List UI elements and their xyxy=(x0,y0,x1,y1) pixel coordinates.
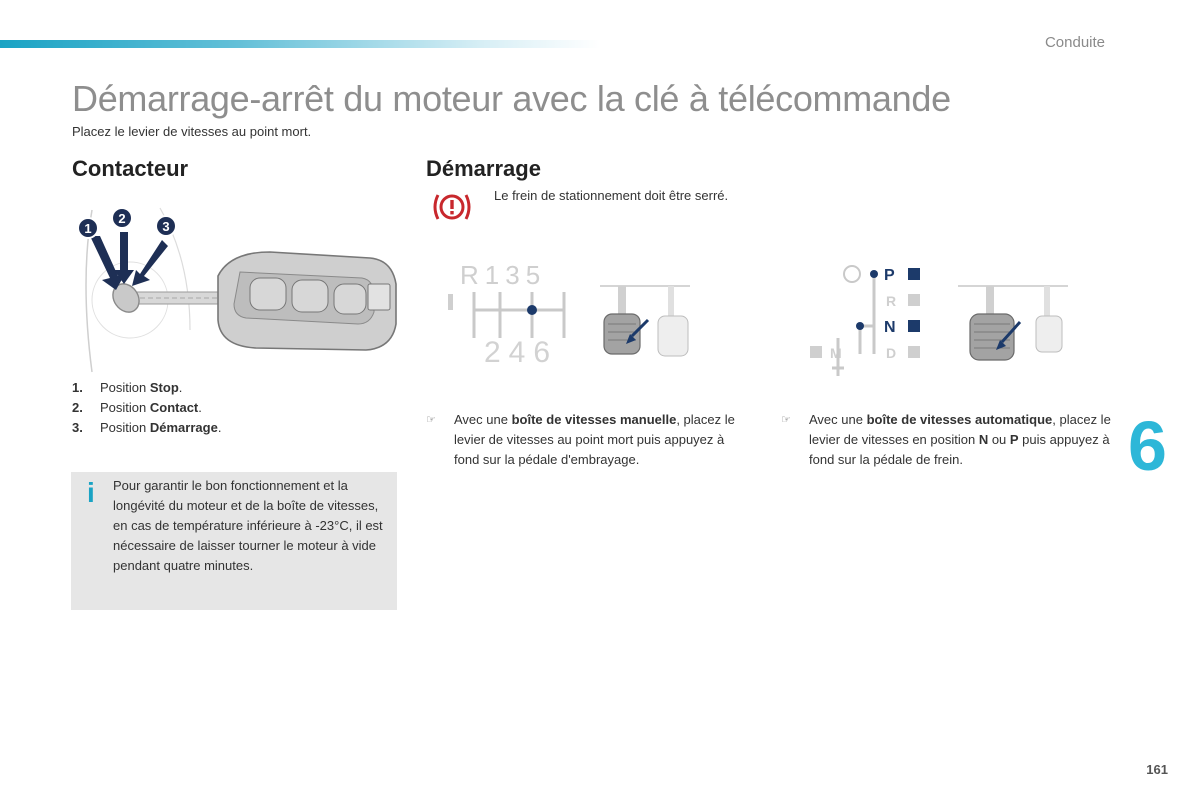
list-item: 2. Position Contact. xyxy=(72,400,202,415)
svg-text:3: 3 xyxy=(162,219,170,234)
manual-gearbox-instruction: ☞ Avec une boîte de vitesses manuelle, placez le levier de vitesses au point mort puis appuyez à fond sur la pédale d'embrayage. xyxy=(426,412,735,467)
heading-contacteur: Contacteur xyxy=(72,156,189,181)
pedals xyxy=(958,286,1068,360)
info-box xyxy=(71,472,397,610)
chapter-number: 6 xyxy=(1128,407,1167,485)
section-label: Conduite xyxy=(1044,34,1105,51)
svg-text:2: 2 xyxy=(118,211,126,226)
intro-text: Placez le levier de vitesses au point mort. xyxy=(72,124,312,139)
automatic-gearbox-instruction: ☞ Avec une boîte de vitesses automatique, placez le levier de vitesses en position N ou P puis appuyez à fond sur la pédale de frein. xyxy=(781,412,1111,467)
list-item: 1. Position Stop. xyxy=(72,380,183,395)
heading-demarrage: Démarrage xyxy=(426,156,541,181)
manual-gearbox-illustration xyxy=(440,258,690,368)
pedals xyxy=(600,286,690,356)
svg-text:M: M xyxy=(830,345,842,361)
svg-text:1: 1 xyxy=(84,221,92,236)
callout-arrows xyxy=(90,232,168,290)
svg-text:N: N xyxy=(884,319,896,336)
svg-text:R135: R135 xyxy=(460,260,547,290)
automatic-gearbox-illustration xyxy=(800,258,1070,388)
ignition-key-illustration xyxy=(70,200,400,380)
brake-warning-icon xyxy=(432,190,472,224)
header-accent-bar xyxy=(0,40,600,48)
svg-text:246: 246 xyxy=(484,336,559,368)
pointing-hand-icon: ☞ xyxy=(426,414,436,426)
warning-text: Le frein de stationnement doit être serré. xyxy=(494,188,729,203)
key-position-list xyxy=(72,378,221,438)
svg-text:P: P xyxy=(884,267,895,284)
pointing-hand-icon: ☞ xyxy=(781,414,791,426)
svg-text:D: D xyxy=(886,345,897,361)
list-item: 3. Position Démarrage. xyxy=(72,420,222,435)
page-number: 161 xyxy=(1146,762,1168,777)
info-icon: i xyxy=(87,477,95,508)
svg-text:R: R xyxy=(886,293,897,309)
page-title: Démarrage-arrêt du moteur avec la clé à télécommande xyxy=(72,78,951,119)
info-text: Pour garantir le bon fonctionnement et la longévité du moteur et de la boîte de vitesses, en cas de température inférieure à -23°C, il est nécessaire de laisser tourner le moteur à vide pendant quatre minutes. xyxy=(113,478,383,573)
